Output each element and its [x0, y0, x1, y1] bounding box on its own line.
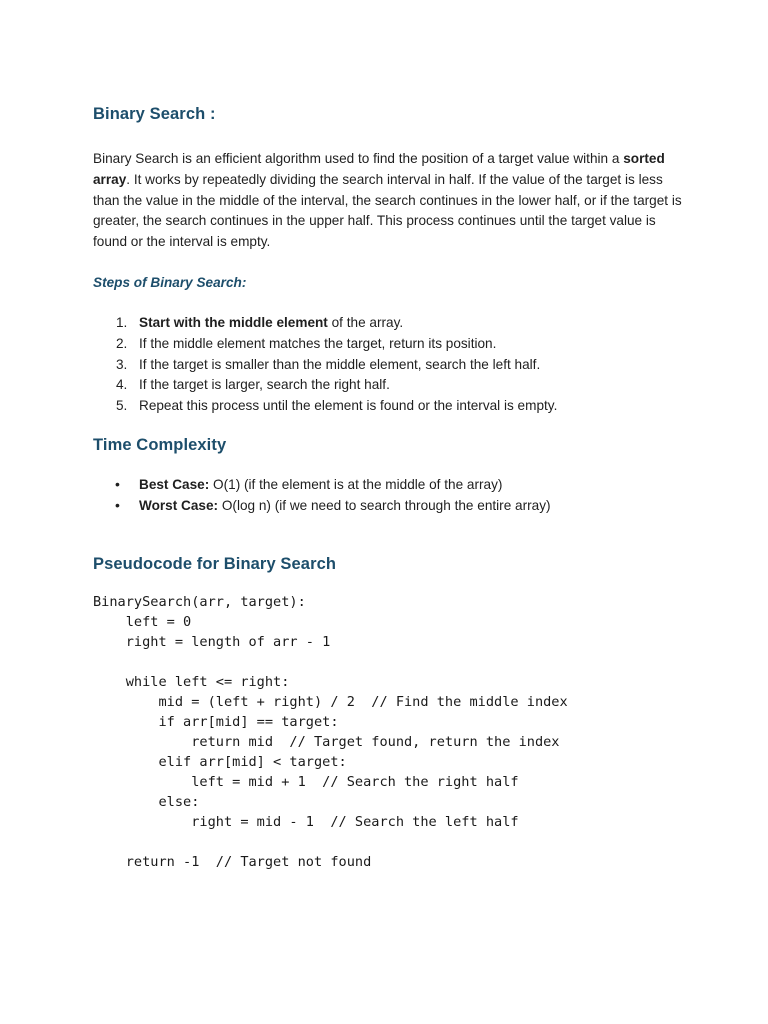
step-text: of the array. [327, 314, 404, 330]
case-text: O(log n) (if we need to search through the entire array) [218, 497, 551, 513]
case-label: Worst Case: [139, 497, 219, 513]
steps-list [93, 313, 683, 417]
intro-paragraph [93, 149, 683, 253]
step-number: 1. [116, 314, 128, 330]
step-text: Repeat this process until the element is found or the interval is empty. [139, 398, 558, 414]
step-item [93, 375, 683, 396]
code-line: left = 0 [93, 613, 192, 630]
complexity-list [93, 474, 683, 516]
code-line [93, 652, 683, 672]
step-number: 3. [116, 356, 128, 372]
code-line: BinarySearch(arr, target): [93, 593, 306, 610]
code-line: elif arr[mid] < target: [93, 753, 347, 770]
step-item [93, 355, 683, 376]
intro-text-part1: Binary Search is an efficient algorithm used to find the position of a target value within a [93, 151, 624, 166]
code-line: right = length of arr - 1 [93, 633, 331, 650]
step-number: 5. [116, 398, 128, 414]
document-page [93, 102, 683, 872]
code-line: return -1 // Target not found [93, 853, 372, 870]
step-item [93, 313, 683, 334]
bullet-icon: • [115, 496, 120, 513]
step-item [93, 396, 683, 417]
step-number: 4. [116, 377, 128, 393]
case-label: Best Case: [139, 476, 210, 492]
page-title: Binary Search : [93, 105, 216, 123]
code-line: left = mid + 1 // Search the right half [93, 773, 519, 790]
code-line: if arr[mid] == target: [93, 713, 339, 730]
complexity-item [93, 495, 683, 516]
pseudocode-heading: Pseudocode for Binary Search [93, 554, 337, 573]
code-line: while left <= right: [93, 673, 290, 690]
step-number: 2. [116, 335, 128, 351]
bullet-icon: • [115, 475, 120, 492]
code-line: right = mid - 1 // Search the left half [93, 813, 519, 830]
code-line: return mid // Target found, return the index [93, 733, 560, 750]
step-text: If the target is larger, search the right half. [139, 377, 390, 393]
intro-text-part2: . It works by repeatedly dividing the search interval in half. If the value of the target is less than the value in the middle of the interval, the search continues in the lower half, or if the target is greater, the search continues in the upper half. This process continues until the target value is found or the interval is empty. [93, 171, 682, 250]
step-text: If the middle element matches the target, return its position. [139, 335, 497, 351]
step-item [93, 334, 683, 355]
pseudocode-block [93, 592, 683, 872]
step-bold-text: Start with the middle element [139, 314, 328, 330]
case-text: O(1) (if the element is at the middle of the array) [209, 476, 503, 492]
intro-bold-term: sorted array [93, 151, 665, 187]
steps-heading: Steps of Binary Search: [93, 274, 247, 290]
time-complexity-heading: Time Complexity [93, 435, 227, 454]
code-line: mid = (left + right) / 2 // Find the middle index [93, 693, 568, 710]
complexity-item [93, 474, 683, 495]
step-text: If the target is smaller than the middle element, search the left half. [139, 356, 541, 372]
code-line: else: [93, 793, 200, 810]
code-line [93, 832, 683, 852]
